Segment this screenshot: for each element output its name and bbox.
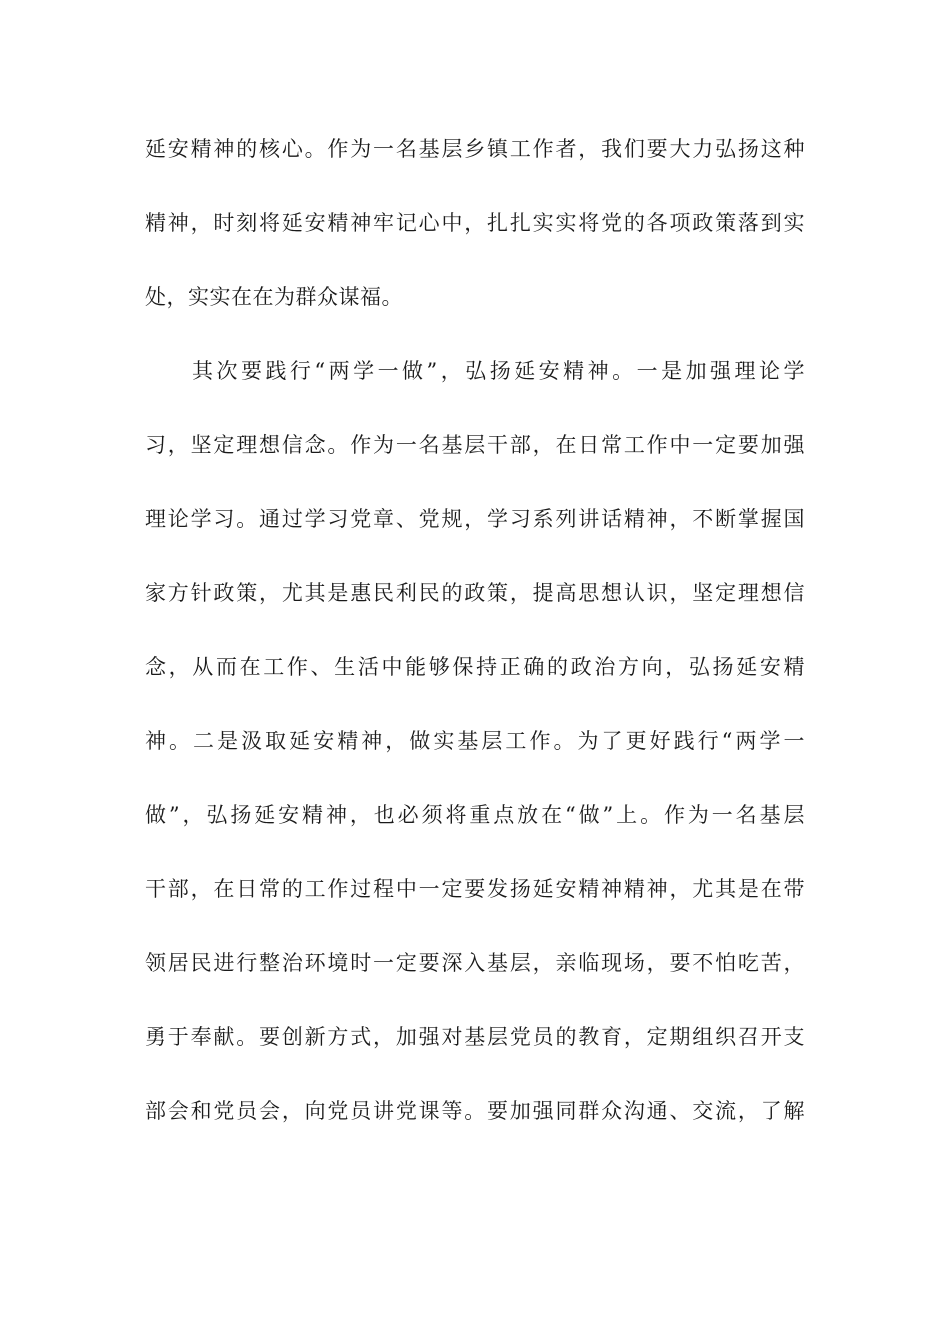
paragraph-line: 神。二是汲取延安精神，做实基层工作。为了更好践行“两学一 — [145, 729, 805, 753]
paragraph-line: 部会和党员会，向党员讲党课等。要加强同群众沟通、交流，了解 — [145, 1099, 805, 1123]
paragraph-line: 精神，时刻将延安精神牢记心中，扎扎实实将党的各项政策落到实 — [145, 211, 805, 235]
paragraph-line: 其次要践行“两学一做”，弘扬延安精神。一是加强理论学 — [192, 359, 805, 383]
paragraph-line: 干部，在日常的工作过程中一定要发扬延安精神精神，尤其是在带 — [145, 877, 805, 901]
paragraph-line: 领居民进行整治环境时一定要深入基层，亲临现场，要不怕吃苦， — [145, 951, 805, 975]
paragraph-line: 念，从而在工作、生活中能够保持正确的政治方向，弘扬延安精 — [145, 655, 805, 679]
paragraph-line: 习，坚定理想信念。作为一名基层干部，在日常工作中一定要加强 — [145, 433, 805, 457]
paragraph-line: 理论学习。通过学习党章、党规，学习系列讲话精神，不断掌握国 — [145, 507, 805, 531]
paragraph-line: 做”，弘扬延安精神，也必须将重点放在“做”上。作为一名基层 — [145, 803, 805, 827]
paragraph-line: 延安精神的核心。作为一名基层乡镇工作者，我们要大力弘扬这种 — [145, 137, 805, 161]
paragraph-line: 家方针政策，尤其是惠民利民的政策，提高思想认识，坚定理想信 — [145, 581, 805, 605]
paragraph-line: 勇于奉献。要创新方式，加强对基层党员的教育，定期组织召开支 — [145, 1025, 805, 1049]
paragraph-line: 处，实实在在为群众谋福。 — [145, 285, 403, 309]
